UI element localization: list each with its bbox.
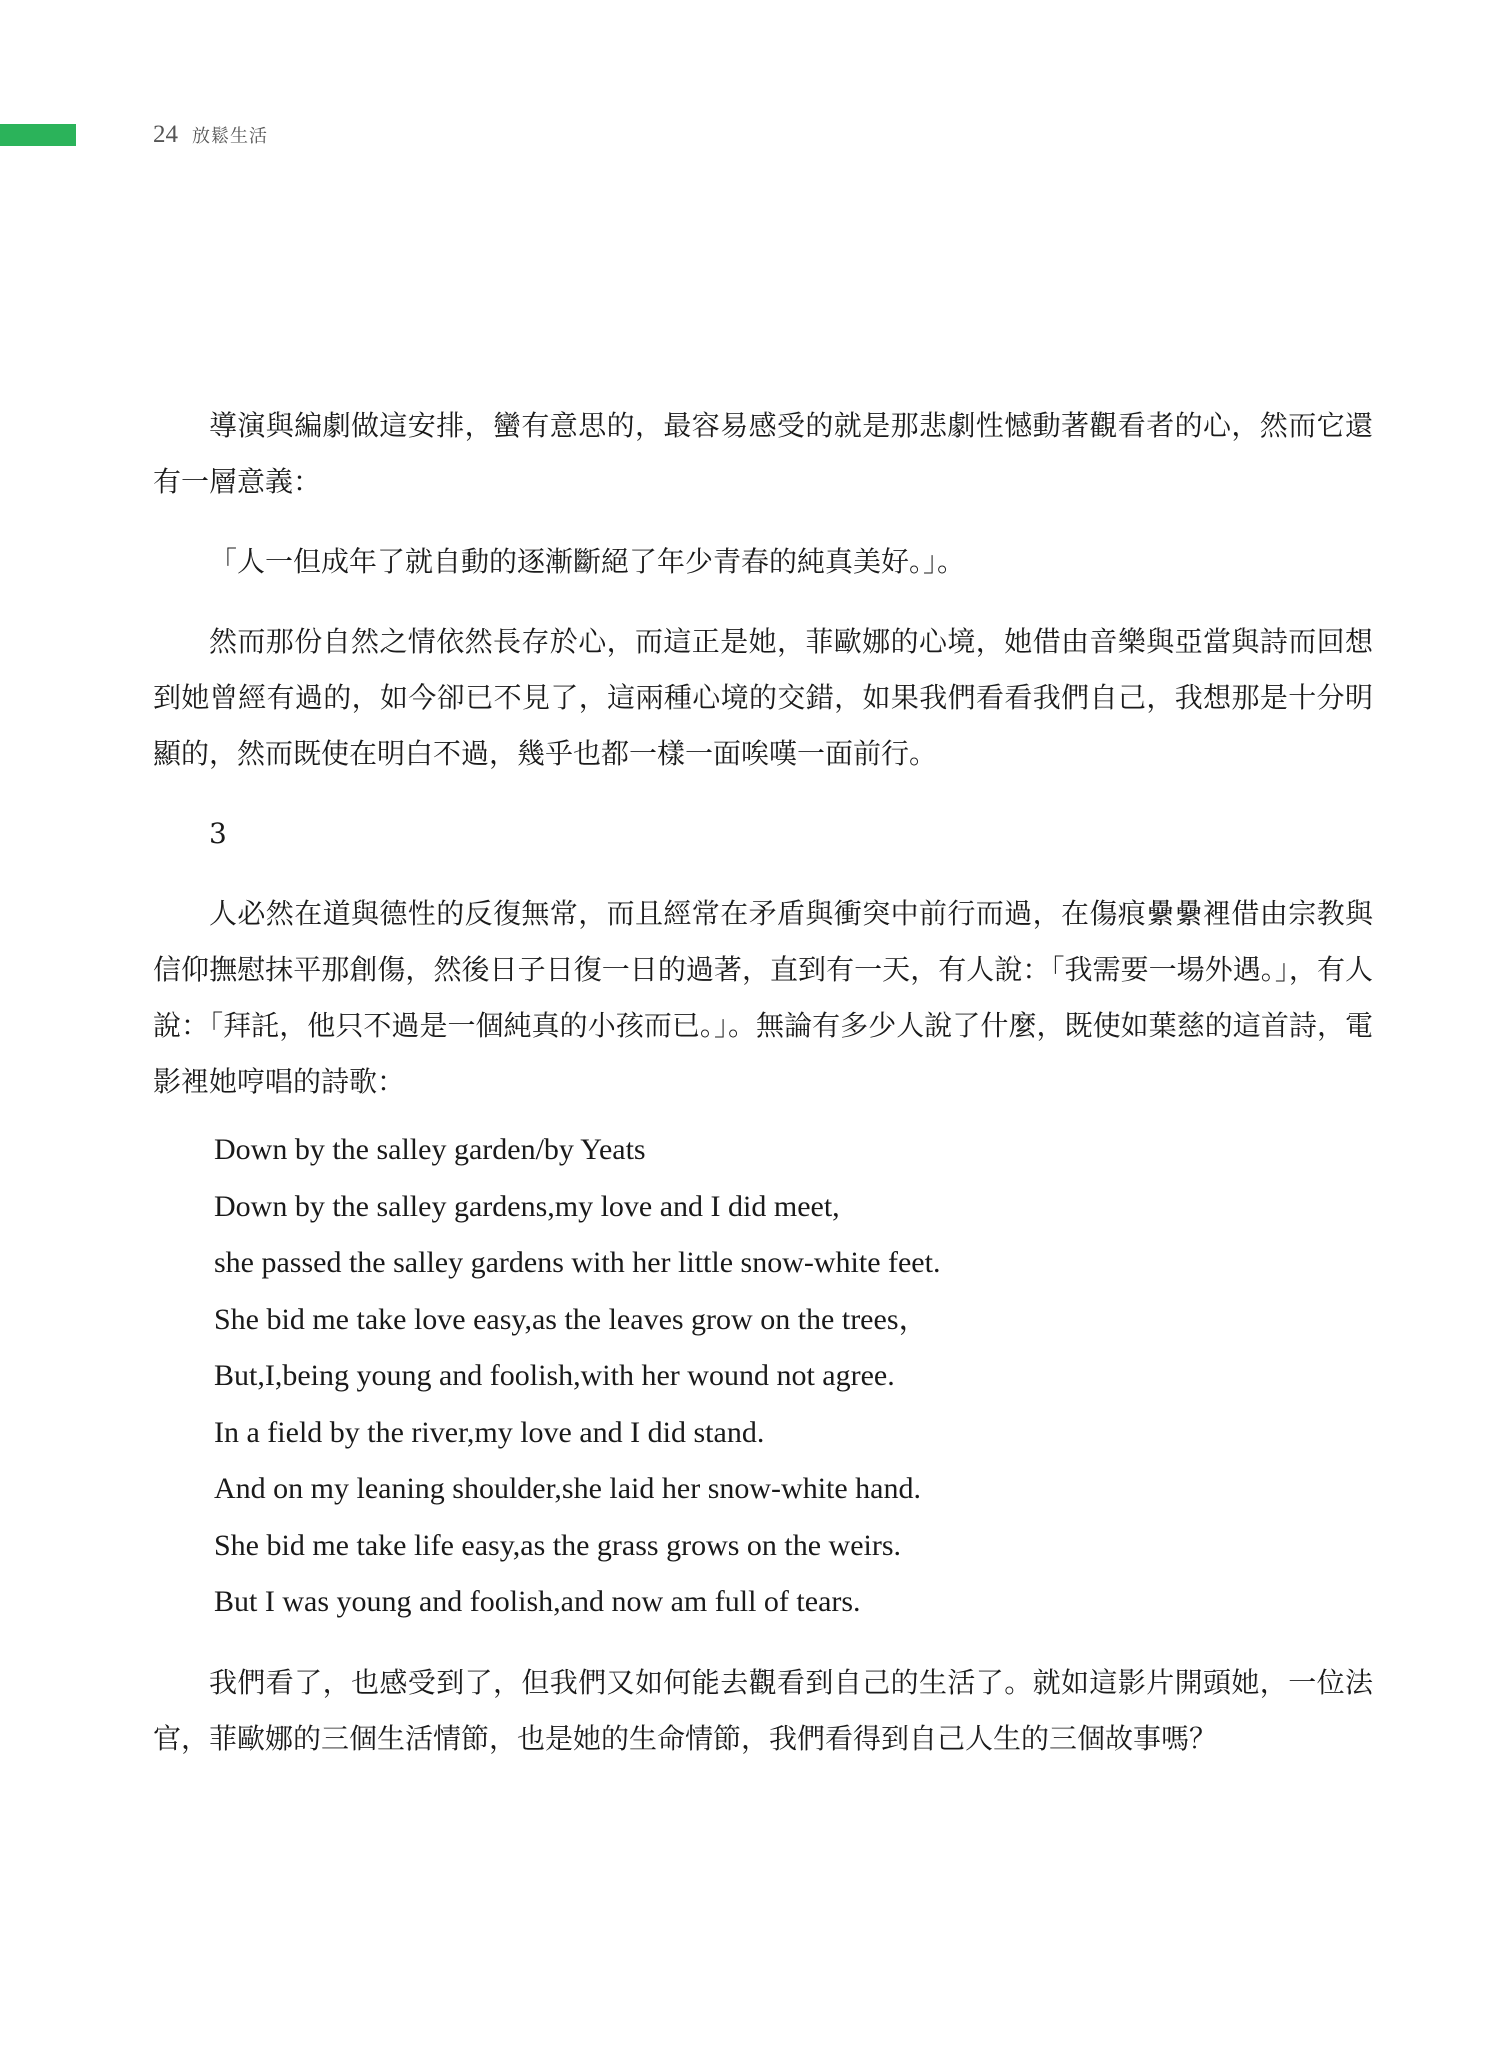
poem-line: But I was young and foolish,and now am full of tears. bbox=[214, 1585, 861, 1618]
poem-line: And on my leaning shoulder,she laid her snow-white hand. bbox=[214, 1472, 921, 1505]
running-head bbox=[153, 118, 268, 152]
poem-line: Down by the salley gardens,my love and I did meet, bbox=[214, 1189, 840, 1223]
paragraph-intro: 導演與編劇做這安排，蠻有意思的，最容易感受的就是那悲劇性憾動著觀看者的心，然而它還有一層意義： bbox=[153, 409, 1373, 498]
page-number: 24 bbox=[153, 121, 178, 148]
paragraph-quote: 「人一但成年了就自動的逐漸斷絕了年少青春的純真美好。」。 bbox=[209, 545, 966, 578]
paragraph-fiona-mindset: 然而那份自然之情依然長存於心，而這正是她，菲歐娜的心境，她借由音樂與亞當與詩而回想到她曾經有過的，如今卻已不見了，這兩種心境的交錯，如果我們看看我們自己，我想那是十分明顯的，然而既使在明白不過，幾乎也都一樣一面唉嘆一面前行。 bbox=[153, 625, 1373, 770]
poem-line: She bid me take love easy,as the leaves grow on the trees， bbox=[214, 1302, 929, 1336]
poem-line: she passed the salley gardens with her little snow-white feet. bbox=[214, 1246, 941, 1279]
page-body bbox=[153, 398, 1373, 1767]
header-accent-bar bbox=[0, 124, 76, 146]
poem-line: She bid me take life easy,as the grass grows on the weirs. bbox=[214, 1528, 902, 1562]
book-title: 放鬆生活 bbox=[192, 126, 268, 147]
paragraph-virtue: 人必然在道與德性的反復無常，而且經常在矛盾與衝突中前行而過，在傷痕纍纍裡借由宗教與信仰撫慰抹平那創傷，然後日子日復一日的過著，直到有一天，有人說：「我需要一場外遇。」，有人說：「拜託，他只不過是一個純真的小孩而已。」。無論有多少人說了什麼，既使如葉慈的這首詩，電影裡她哼唱的詩歌： bbox=[153, 897, 1373, 1098]
paragraph-closing: 我們看了，也感受到了，但我們又如何能去觀看到自己的生活了。就如這影片開頭她，一位法官，菲歐娜的三個生活情節，也是她的生命情節，我們看得到自己人生的三個故事嗎？ bbox=[153, 1665, 1373, 1755]
poem-block bbox=[153, 1122, 1373, 1631]
poem-line: But,I,being young and foolish,with her wound not agree. bbox=[214, 1359, 895, 1392]
poem-line: In a field by the river,my love and I did stand. bbox=[214, 1415, 765, 1449]
poem-title: Down by the salley garden/by Yeats bbox=[214, 1133, 646, 1166]
section-number: 3 bbox=[209, 817, 227, 850]
